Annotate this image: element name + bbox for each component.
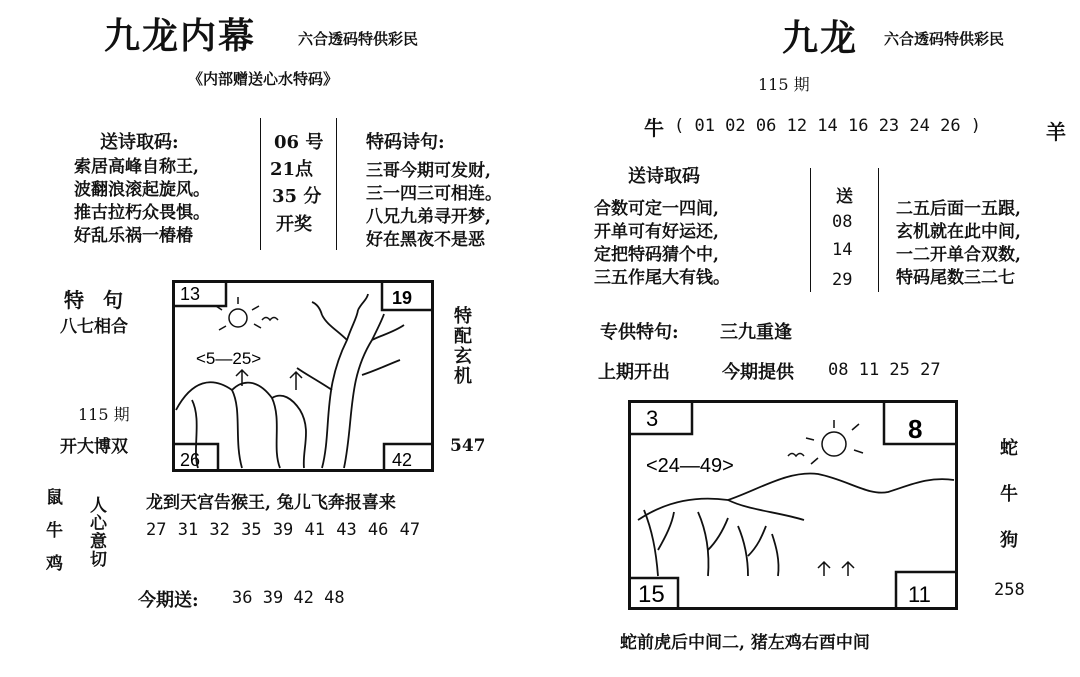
tema-poem [366,160,502,252]
left-landscape-picture [172,280,434,472]
right-poem [594,198,730,290]
give-numbers: 36 39 42 48 [232,588,345,608]
number-547: 547 [450,436,486,456]
ox-numbers: ( 01 02 06 12 14 16 23 24 26 ) [674,116,982,136]
right-divider-1 [810,168,811,292]
left-poem-line: 好乱乐祸一椿椿 [74,226,193,246]
tema-line: 三哥今期可发财, [366,161,491,181]
left-slogan: 龙到天宫告猴王, 兔儿飞奔报喜来 [146,493,396,513]
left-heart-column: 人心意切 [86,496,106,568]
ox-label: 牛 [644,116,664,140]
right-pic-tr: 8 [908,414,923,444]
give-label: 今期送: [138,590,199,611]
draw-number: 06 号 [274,132,324,153]
right-pic-br: 11 [908,582,931,607]
bird-icon [262,318,278,321]
send-number: 29 [832,270,853,290]
special-value: 八七相合 [60,317,128,337]
left-poem-line: 波翻浪滚起旋风。 [74,180,210,200]
right-hint [896,198,1021,290]
right-issue: 115 期 [758,75,810,94]
right-hint-line: 特码尾数三二七 [896,268,1015,288]
left-poem [74,156,210,248]
left-zodiac-column: 鼠牛鸡 [42,488,62,587]
send-label: 送 [836,187,853,207]
sun-icon [216,297,261,330]
right-special-value: 三九重逢 [720,322,792,343]
left-inner-note: 《内部赠送心水特码》 [188,70,339,88]
mountains-icon [638,473,954,520]
grass-icon [290,372,302,390]
grass-icon [818,562,854,576]
right-poem-line: 合数可定一四间, [594,199,719,219]
side-zodiac: 狗 [1000,530,1018,551]
right-hint-line: 玄机就在此中间, [896,222,1021,242]
right-divider-2 [878,168,879,292]
right-poem-line: 开单可有好运还, [594,222,719,242]
left-numbers: 27 31 32 35 39 41 43 46 47 [146,520,421,540]
bigsmall: 开大博双 [60,437,128,457]
left-pic-range: <5—25> [196,349,262,368]
left-pic-br: 42 [392,450,413,470]
left-title: 九龙内幕 [104,15,257,57]
right-pic-tl: 3 [646,406,659,431]
left-pic-bl: 26 [180,450,201,470]
left-vertical-note: 特配玄机 [451,306,472,386]
provide-numbers: 08 11 25 27 [828,360,941,380]
right-pic-bl: 15 [638,581,665,608]
left-poem-head: 送诗取码: [100,132,179,153]
right-poem-line: 三五作尾大有钱。 [594,268,730,288]
left-poem-line: 推古拉朽众畏惧。 [74,203,210,223]
left-poem-line: 索居高峰自称王, [74,157,199,177]
right-poem-head: 送诗取码 [628,166,700,187]
tree-icon [297,294,404,468]
goat-label: 羊 [1046,120,1066,144]
right-hint-line: 一二开单合双数, [896,245,1021,265]
right-title: 九龙 [782,17,859,59]
right-subtitle: 六合透码特供彩民 [884,30,1005,48]
number-258: 258 [994,580,1025,600]
send-number: 14 [832,240,853,260]
tema-line: 三一四三可相连。 [366,184,502,204]
right-special-label: 专供特句: [600,322,679,343]
draw-time: 21点 [270,159,314,180]
right-landscape-picture [628,400,958,610]
bird-icon [788,454,804,457]
left-pic-tl: 13 [180,284,201,304]
right-bottom-line: 蛇前虎后中间二, 猪左鸡右酉中间 [620,633,870,653]
tema-line: 八兄九弟寻开梦, [366,207,491,227]
left-pic-tr: 19 [392,288,413,308]
left-divider-1 [260,118,261,250]
left-subtitle: 六合透码特供彩民 [298,30,419,48]
draw-minute: 35 分 [272,186,322,207]
side-zodiac: 蛇 [1000,438,1018,459]
send-number: 08 [832,212,853,232]
right-poem-line: 定把特码猜个中, [594,245,719,265]
right-pic-range: <24—49> [646,455,734,477]
special-title: 特 句 [64,288,129,312]
right-hint-line: 二五后面一五跟, [896,199,1021,219]
left-divider-2 [336,118,337,250]
draw-label: 开奖 [276,214,312,235]
tema-line: 好在黑夜不是恶 [366,230,485,250]
sun-icon [806,420,863,464]
tema-head: 特码诗句: [366,132,445,153]
side-zodiac: 牛 [1000,484,1018,505]
last-label: 上期开出 [598,362,670,383]
trees-icon [644,510,779,576]
left-issue: 115 期 [78,405,130,424]
provide-label: 今期提供 [722,362,794,383]
hills-icon [176,382,306,468]
